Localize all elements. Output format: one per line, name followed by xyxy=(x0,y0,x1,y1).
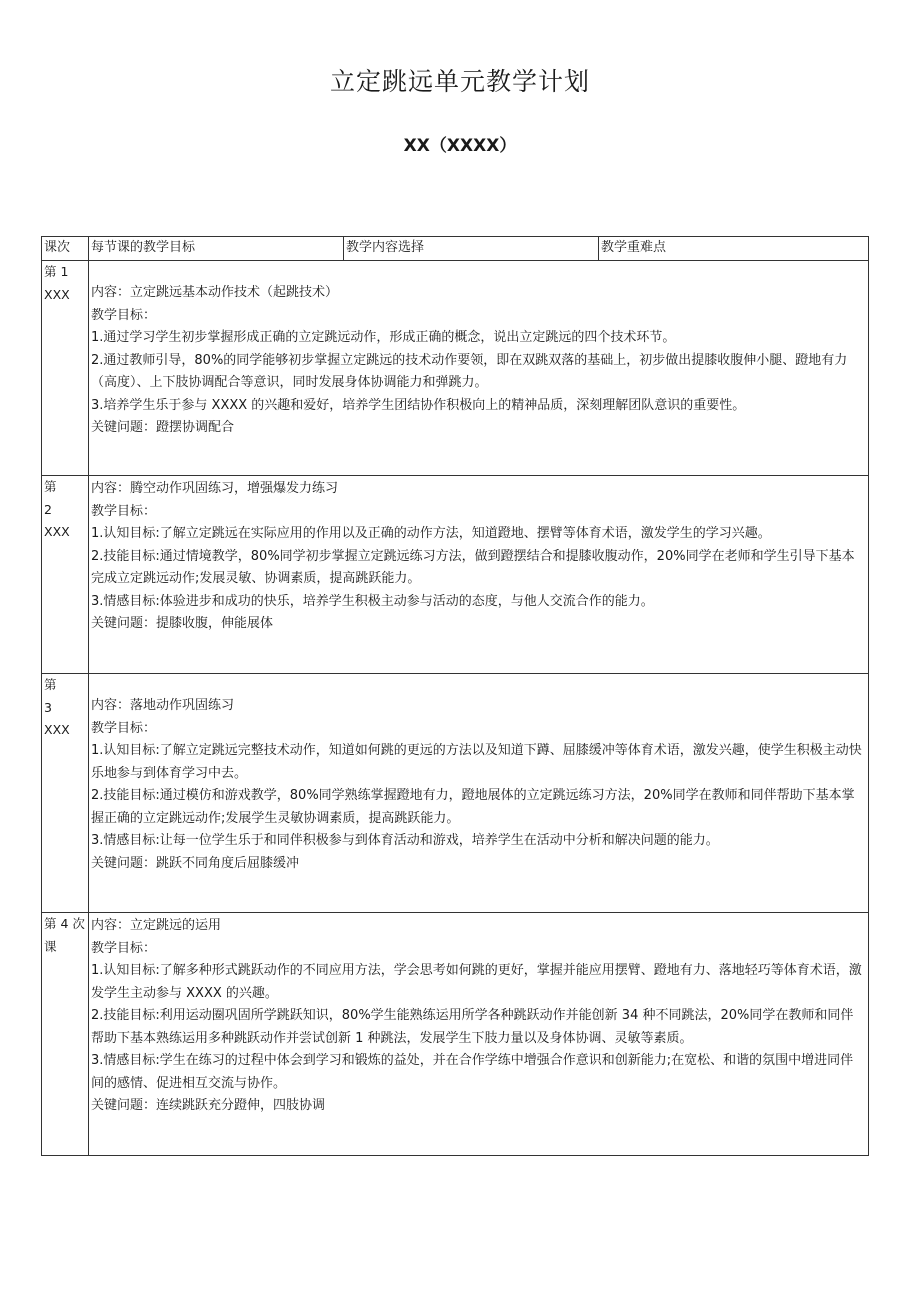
goal-item: 2.技能目标:通过情境教学，80%同学初步掌握立定跳远练习方法，做到蹬摆结合和提膝收腹动作，20%同学在老师和学生引导下基本完成立定跳远动作;发展灵敏、协调素质，提高跳跃能力。 xyxy=(91,548,855,586)
table-row xyxy=(42,913,869,1156)
content-line: 内容：腾空动作巩固练习，增强爆发力练习 xyxy=(91,481,339,496)
table-row xyxy=(42,476,869,674)
goals-label: 教学目标： xyxy=(91,720,157,736)
lesson-detail-cell xyxy=(89,913,869,1156)
lesson-label: XXX xyxy=(44,722,70,737)
header-content: 教学内容选择 xyxy=(344,237,599,261)
goal-item: 1.认知目标:了解多种形式跳跃动作的不同应用方法，学会思考如何跳的更好，掌握并能应用摆臂、蹬地有力、落地轻巧等体育术语，激发学生主动参与 XXXX 的兴趣。 xyxy=(91,963,862,1001)
goal-item: 3.情感目标:体验进步和成功的快乐，培养学生积极主动参与活动的态度，与他人交流合作的能力。 xyxy=(91,593,654,609)
goals-label: 教学目标： xyxy=(91,503,157,519)
table-header-row xyxy=(42,237,869,261)
goal-item: 3.情感目标:让每一位学生乐于和同伴积极参与到体育活动和游戏，培养学生在活动中分析和解决问题的能力。 xyxy=(91,833,719,848)
lesson-label: 第 xyxy=(44,479,57,494)
lesson-label: 第 1 xyxy=(44,264,69,279)
lesson-detail-cell xyxy=(89,476,869,674)
goal-item: 1.认知目标:了解立定跳远完整技术动作，知道如何跳的更远的方法以及知道下蹲、屈膝缓冲等体育术语，激发兴趣，使学生积极主动快乐地参与到体育学习中去。 xyxy=(91,743,862,781)
key-question: 关键问题：蹬摆协调配合 xyxy=(91,420,235,435)
lesson-label: 课 xyxy=(44,938,57,954)
lesson-label: 第 4 次 xyxy=(44,916,85,931)
goal-item: 3.培养学生乐于参与 XXXX 的兴趣和爱好，培养学生团结协作积极向上的精神品质，深刻理解团队意识的重要性。 xyxy=(91,397,746,413)
goal-item: 2.通过教师引导，80%的同学能够初步掌握立定跳远的技术动作要领，即在双跳双落的基础上，初步做出提膝收腹伸小腿、蹬地有力（高度）、上下肢协调配合等意识，同时发展身体协调能力和弹跳力。 xyxy=(91,352,848,390)
key-question: 关键问题：跳跃不同角度后屈膝缓冲 xyxy=(91,855,300,871)
document-title: 立定跳远单元教学计划 xyxy=(329,67,590,96)
lesson-label: 2 xyxy=(44,501,52,517)
content-line: 内容：立定跳远基本动作技术（起跳技术） xyxy=(91,285,339,300)
lesson-cell xyxy=(42,261,89,476)
header-key-points: 教学重难点 xyxy=(599,237,869,261)
goals-label: 教学目标： xyxy=(91,940,157,956)
teaching-plan-table xyxy=(41,236,869,1156)
lesson-label: 3 xyxy=(44,699,52,715)
document-subtitle: XX（XXXX） xyxy=(403,136,517,156)
goal-item: 2.技能目标:通过模仿和游戏教学，80%同学熟练掌握蹬地有力，蹬地展体的立定跳远练习方法，20%同学在教师和同伴帮助下基本掌握正确的立定跳远动作;发展学生灵敏协调素质，提高跳跃能力。 xyxy=(91,788,855,826)
header-lesson: 课次 xyxy=(42,237,89,261)
lesson-detail-cell xyxy=(89,674,869,913)
goal-item: 2.技能目标:利用运动圈巩固所学跳跃知识，80%学生能熟练运用所学各种跳跃动作并能创新 34 种不同跳法，20%同学在教师和同伴帮助下基本熟练运用多种跳跃动作并尝试创新 1 种跳法，发展学生下肢力量以及身体协调、灵敏等素质。 xyxy=(91,1008,854,1046)
lesson-label: 第 xyxy=(44,677,57,692)
goal-item: 1.认知目标:了解立定跳远在实际应用的作用以及正确的动作方法，知道蹬地、摆臂等体育术语，激发学生的学习兴趣。 xyxy=(91,526,771,541)
lesson-label: XXX xyxy=(44,286,70,302)
lesson-label: XXX xyxy=(44,524,70,539)
header-goals: 每节课的教学目标 xyxy=(89,237,344,261)
key-question: 关键问题：连续跳跃充分蹬伸，四肢协调 xyxy=(91,1098,326,1113)
table-row xyxy=(42,261,869,476)
content-line: 内容：落地动作巩固练习 xyxy=(91,698,235,713)
lesson-cell xyxy=(42,476,89,674)
goal-item: 1.通过学习学生初步掌握形成正确的立定跳远动作，形成正确的概念，说出立定跳远的四个技术环节。 xyxy=(91,330,676,345)
lesson-cell xyxy=(42,674,89,913)
content-line: 内容：立定跳远的运用 xyxy=(91,918,222,933)
lesson-detail-cell xyxy=(89,261,869,476)
key-question: 关键问题：提膝收腹，伸能展体 xyxy=(91,616,274,631)
goal-item: 3.情感目标:学生在练习的过程中体会到学习和锻炼的益处，并在合作学练中增强合作意识和创新能力;在宽松、和谐的氛围中增进同伴间的感情、促进相互交流与协作。 xyxy=(91,1053,854,1091)
goals-label: 教学目标： xyxy=(91,307,157,323)
lesson-cell xyxy=(42,913,89,1156)
table-row xyxy=(42,674,869,913)
